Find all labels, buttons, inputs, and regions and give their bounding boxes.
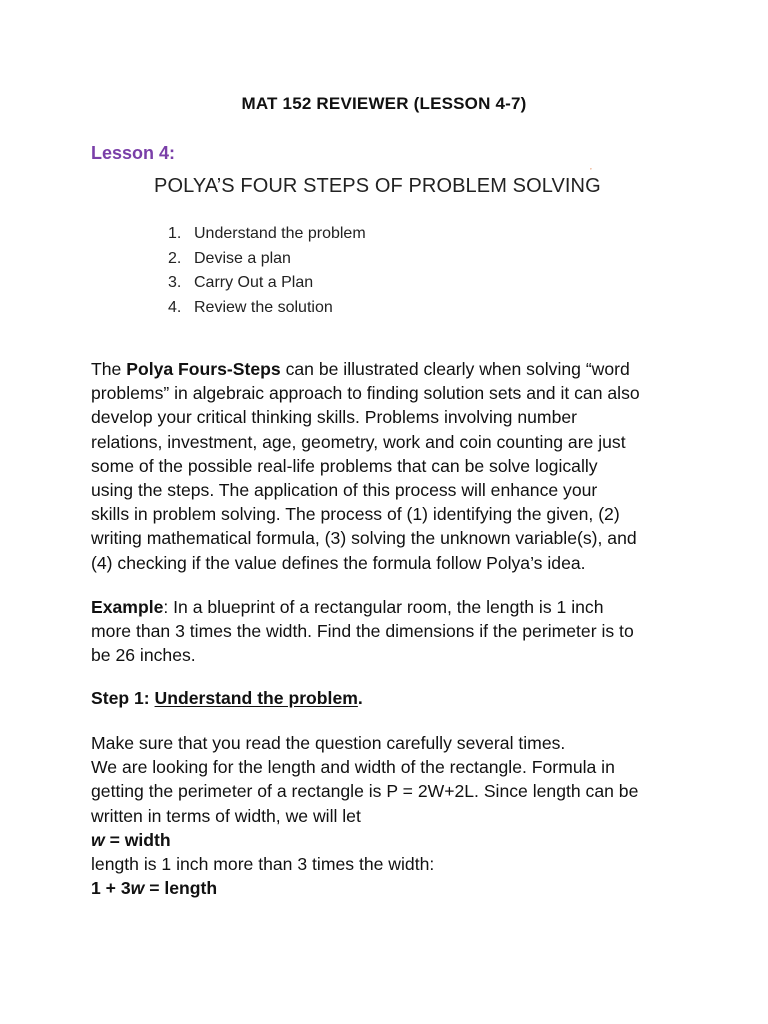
polya-figure-title: POLYA’S FOUR STEPS OF PROBLEM SOLVING xyxy=(154,175,601,197)
list-item xyxy=(168,297,366,322)
step-title: Understand the problem xyxy=(154,688,358,708)
paragraph-line: writing mathematical formula, (3) solving the unknown variable(s), and xyxy=(91,528,637,549)
length-expression xyxy=(91,876,691,900)
step-number: 4. xyxy=(168,299,182,317)
step1-heading xyxy=(91,686,691,710)
paragraph-line xyxy=(91,357,691,381)
paragraph-line: getting the perimeter of a rectangle is P = 2W+2L. Since length can be xyxy=(91,781,639,802)
text-span: = length xyxy=(144,878,218,899)
example-label: Example xyxy=(91,597,164,617)
lesson-heading: Lesson 4: xyxy=(91,143,176,163)
polya-term: Polya Fours-Steps xyxy=(126,359,281,379)
stray-mark: ’ xyxy=(590,167,592,176)
text-span: can be illustrated clearly when solving “word xyxy=(280,359,630,379)
list-item xyxy=(168,248,366,273)
body-paragraph xyxy=(91,731,691,900)
paragraph-line: using the steps. The application of this process will enhance your xyxy=(91,480,598,501)
paragraph-line: some of the possible real-life problems that can be solve logically xyxy=(91,455,598,476)
paragraph-line xyxy=(91,595,691,619)
text-span: . xyxy=(357,688,363,708)
paragraph-line xyxy=(91,686,691,710)
paragraph-line: Make sure that you read the question carefully several times. xyxy=(91,733,566,753)
paragraph-line: develop your critical thinking skills. Problems involving number xyxy=(91,407,577,428)
paragraph-line: relations, investment, age, geometry, work and coin counting are just xyxy=(91,431,626,452)
step-text: Review the solution xyxy=(194,299,333,317)
step-text: Devise a plan xyxy=(194,249,291,267)
paragraph-line: problems” in algebraic approach to finding solution sets and it can also xyxy=(91,383,640,404)
paragraph-line: written in terms of width, we will let xyxy=(91,805,361,826)
text-span: = width xyxy=(104,829,171,850)
list-item xyxy=(168,272,366,297)
document-title: MAT 152 REVIEWER (LESSON 4-7) xyxy=(241,94,527,113)
paragraph-line: We are looking for the length and width of the rectangle. Formula in xyxy=(91,757,615,778)
step-text: Carry Out a Plan xyxy=(194,274,314,292)
paragraph-line: length is 1 inch more than 3 times the width: xyxy=(91,854,435,875)
list-item xyxy=(168,223,366,248)
text-span: The xyxy=(91,359,127,379)
step-text: Understand the problem xyxy=(194,225,366,242)
step-label: Step 1: xyxy=(91,688,155,708)
paragraph-line: more than 3 times the width. Find the dimensions if the perimeter is to xyxy=(91,621,634,642)
step-number: 3. xyxy=(168,274,182,292)
width-definition xyxy=(91,828,691,852)
paragraph-line: (4) checking if the value defines the formula follow Polya’s idea. xyxy=(91,552,586,573)
step-number: 2. xyxy=(168,249,182,267)
text-span: 1 + 3 xyxy=(91,878,131,899)
example-paragraph xyxy=(91,595,691,668)
paragraph-line: skills in problem solving. The process of (1) identifying the given, (2) xyxy=(91,504,620,525)
text-span: : In a blueprint of a rectangular room, the length is 1 inch xyxy=(163,597,604,617)
variable-w: w xyxy=(91,829,105,850)
polya-steps-list xyxy=(168,223,366,322)
paragraph-line: be 26 inches. xyxy=(91,645,196,666)
step-number: 1. xyxy=(168,225,182,242)
intro-paragraph xyxy=(91,357,691,575)
variable-w: w xyxy=(130,878,145,899)
